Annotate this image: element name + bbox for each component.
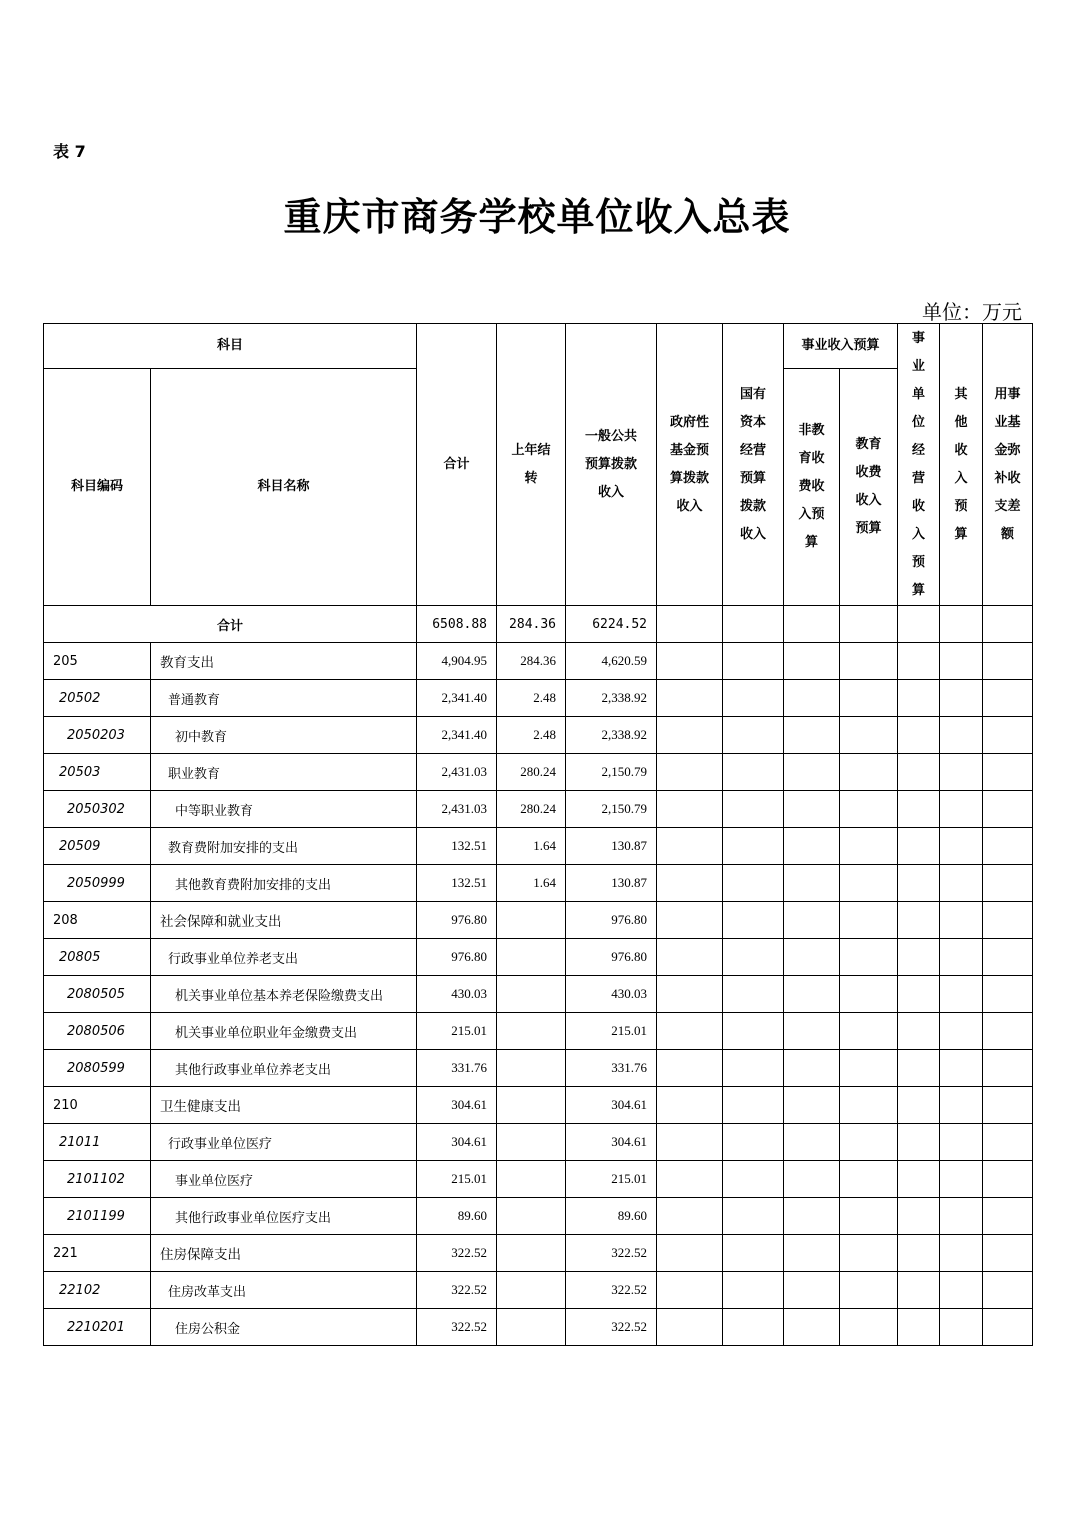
value-total: 304.61: [417, 1124, 497, 1161]
empty-cell: [723, 680, 784, 717]
empty-cell: [723, 1124, 784, 1161]
subject-name: 机关事业单位职业年金缴费支出: [151, 1013, 417, 1050]
empty-cell: [940, 828, 983, 865]
empty-cell: [840, 1309, 898, 1346]
header-gov-fund: 政府性 基金预 算拨款 收入: [657, 324, 723, 606]
empty-cell: [898, 1124, 940, 1161]
empty-cell: [840, 717, 898, 754]
header-unit-operating: 事 业 单 位 经 营 收 入 预 算: [898, 324, 940, 606]
value-general: 304.61: [566, 1124, 657, 1161]
value-general: 331.76: [566, 1050, 657, 1087]
header-subject-code: 科目编码: [44, 369, 151, 606]
empty-cell: [723, 902, 784, 939]
empty-cell: [940, 717, 983, 754]
empty-cell: [940, 643, 983, 680]
empty-cell: [723, 1309, 784, 1346]
empty-cell: [983, 865, 1033, 902]
empty-cell: [723, 1050, 784, 1087]
subject-name: 机关事业单位基本养老保险缴费支出: [151, 976, 417, 1013]
value-total: 132.51: [417, 828, 497, 865]
empty-cell: [840, 1124, 898, 1161]
empty-cell: [784, 828, 840, 865]
subject-code: 20502: [44, 680, 151, 717]
table-row: [44, 828, 1033, 865]
value-carryover: 284.36: [497, 643, 566, 680]
table-row: [44, 1087, 1033, 1124]
value-total: 132.51: [417, 865, 497, 902]
value-carryover: 2.48: [497, 680, 566, 717]
empty-cell: [898, 865, 940, 902]
empty-cell: [840, 754, 898, 791]
header-other-income: 其 他 收 入 预 算: [940, 324, 983, 606]
empty-cell: [723, 828, 784, 865]
empty-cell: [983, 754, 1033, 791]
empty-cell: [898, 902, 940, 939]
empty-cell: [657, 791, 723, 828]
value-carryover: 280.24: [497, 754, 566, 791]
empty-cell: [898, 1050, 940, 1087]
empty-cell: [840, 1235, 898, 1272]
empty-cell: [898, 1235, 940, 1272]
subject-name: 普通教育: [151, 680, 417, 717]
value-total: 215.01: [417, 1161, 497, 1198]
empty-cell: [898, 1272, 940, 1309]
empty-cell: [898, 643, 940, 680]
value-total: 304.61: [417, 1087, 497, 1124]
table-row: [44, 680, 1033, 717]
subject-name: 卫生健康支出: [151, 1087, 417, 1124]
table-row: [44, 1161, 1033, 1198]
value-carryover: [497, 1198, 566, 1235]
value-carryover: [497, 1050, 566, 1087]
empty-cell: [898, 791, 940, 828]
value-general: 430.03: [566, 976, 657, 1013]
empty-cell: [983, 1161, 1033, 1198]
empty-cell: [723, 865, 784, 902]
subject-code: 2101199: [44, 1198, 151, 1235]
empty-cell: [840, 1013, 898, 1050]
unit-label: 单位：万元: [922, 300, 1022, 324]
value-carryover: [497, 1124, 566, 1161]
subject-code: 20509: [44, 828, 151, 865]
total-carryover: 284.36: [497, 606, 566, 643]
empty-cell: [940, 939, 983, 976]
value-total: 2,341.40: [417, 717, 497, 754]
empty-cell: [657, 828, 723, 865]
empty-cell: [657, 1198, 723, 1235]
empty-cell: [657, 1309, 723, 1346]
subject-code: 2050302: [44, 791, 151, 828]
value-general: 976.80: [566, 902, 657, 939]
subject-name: 行政事业单位医疗: [151, 1124, 417, 1161]
subject-code: 2080505: [44, 976, 151, 1013]
empty-cell: [723, 1087, 784, 1124]
value-carryover: [497, 902, 566, 939]
empty-cell: [840, 939, 898, 976]
empty-cell: [983, 976, 1033, 1013]
header-subject-name: 科目名称: [151, 369, 417, 606]
value-general: 215.01: [566, 1013, 657, 1050]
value-carryover: [497, 1013, 566, 1050]
empty-cell: [940, 680, 983, 717]
header-subject: 科目: [44, 324, 417, 369]
empty-cell: [723, 791, 784, 828]
subject-code: 22102: [44, 1272, 151, 1309]
table-row: [44, 976, 1033, 1013]
header-carryover: 上年结 转: [497, 324, 566, 606]
empty-cell: [784, 939, 840, 976]
empty-cell: [840, 680, 898, 717]
empty-cell: [657, 680, 723, 717]
empty-cell: [940, 976, 983, 1013]
empty-cell: [657, 1235, 723, 1272]
empty-cell: [657, 865, 723, 902]
empty-cell: [898, 1309, 940, 1346]
empty-cell: [840, 1198, 898, 1235]
empty-cell: [784, 1272, 840, 1309]
empty-cell: [657, 976, 723, 1013]
subject-code: 20503: [44, 754, 151, 791]
empty-cell: [657, 643, 723, 680]
value-total: 322.52: [417, 1272, 497, 1309]
empty-cell: [898, 1161, 940, 1198]
subject-name: 行政事业单位养老支出: [151, 939, 417, 976]
empty-cell: [657, 1050, 723, 1087]
value-total: 215.01: [417, 1013, 497, 1050]
value-total: 89.60: [417, 1198, 497, 1235]
empty-cell: [784, 680, 840, 717]
value-carryover: [497, 1309, 566, 1346]
table-row: [44, 1235, 1033, 1272]
value-total: 976.80: [417, 939, 497, 976]
empty-cell: [940, 1161, 983, 1198]
empty-cell: [983, 902, 1033, 939]
empty-cell: [940, 1309, 983, 1346]
empty-cell: [983, 1272, 1033, 1309]
value-total: 322.52: [417, 1309, 497, 1346]
value-general: 976.80: [566, 939, 657, 976]
value-total: 2,341.40: [417, 680, 497, 717]
subject-code: 2080599: [44, 1050, 151, 1087]
empty-cell: [840, 976, 898, 1013]
table-row: [44, 1309, 1033, 1346]
empty-cell: [723, 717, 784, 754]
subject-name: 住房改革支出: [151, 1272, 417, 1309]
empty-cell: [983, 1235, 1033, 1272]
value-carryover: [497, 1272, 566, 1309]
subject-code: 2080506: [44, 1013, 151, 1050]
empty-cell: [657, 754, 723, 791]
value-general: 4,620.59: [566, 643, 657, 680]
empty-cell: [723, 939, 784, 976]
empty-cell: [898, 680, 940, 717]
empty-cell: [784, 1087, 840, 1124]
empty-cell: [983, 1124, 1033, 1161]
empty-cell: [784, 791, 840, 828]
subject-code: 210: [44, 1087, 151, 1124]
total-sum: 6508.88: [417, 606, 497, 643]
empty-cell: [723, 1013, 784, 1050]
empty-cell: [983, 791, 1033, 828]
empty-cell: [840, 791, 898, 828]
empty-cell: [657, 1272, 723, 1309]
value-carryover: [497, 976, 566, 1013]
empty-cell: [983, 643, 1033, 680]
header-state-capital: 国有 资本 经营 预算 拨款 收入: [723, 324, 784, 606]
value-total: 331.76: [417, 1050, 497, 1087]
empty-cell: [940, 865, 983, 902]
empty-cell: [940, 1198, 983, 1235]
header-edu-fee: 教育 收费 收入 预算: [840, 369, 898, 606]
subject-name: 住房保障支出: [151, 1235, 417, 1272]
empty-cell: [898, 1087, 940, 1124]
value-general: 215.01: [566, 1161, 657, 1198]
table-row: [44, 1050, 1033, 1087]
subject-code: 20805: [44, 939, 151, 976]
empty-cell: [657, 1013, 723, 1050]
header-business-income: 事业收入预算: [784, 324, 898, 369]
subject-name: 事业单位医疗: [151, 1161, 417, 1198]
empty-cell: [840, 902, 898, 939]
empty-cell: [840, 865, 898, 902]
table-row: [44, 1272, 1033, 1309]
empty-cell: [784, 1124, 840, 1161]
empty-cell: [657, 1124, 723, 1161]
empty-cell: [898, 754, 940, 791]
value-general: 89.60: [566, 1198, 657, 1235]
table-row: [44, 643, 1033, 680]
subject-name: 中等职业教育: [151, 791, 417, 828]
subject-code: 205: [44, 643, 151, 680]
table-row: [44, 791, 1033, 828]
empty-cell: [723, 1198, 784, 1235]
value-carryover: 2.48: [497, 717, 566, 754]
value-carryover: [497, 1161, 566, 1198]
value-general: 2,150.79: [566, 754, 657, 791]
empty-cell: [898, 976, 940, 1013]
empty-cell: [723, 754, 784, 791]
total-general: 6224.52: [566, 606, 657, 643]
table-row: [44, 865, 1033, 902]
empty-cell: [898, 939, 940, 976]
table-row: [44, 754, 1033, 791]
subject-code: 21011: [44, 1124, 151, 1161]
subject-name: 初中教育: [151, 717, 417, 754]
value-total: 4,904.95: [417, 643, 497, 680]
empty-cell: [840, 1087, 898, 1124]
empty-cell: [983, 1013, 1033, 1050]
empty-cell: [940, 791, 983, 828]
empty-cell: [784, 643, 840, 680]
empty-cell: [840, 643, 898, 680]
value-total: 322.52: [417, 1235, 497, 1272]
value-carryover: 1.64: [497, 828, 566, 865]
empty-cell: [723, 1161, 784, 1198]
value-carryover: 1.64: [497, 865, 566, 902]
subject-code: 221: [44, 1235, 151, 1272]
header-general-budget: 一般公共 预算拨款 收入: [566, 324, 657, 606]
empty-cell: [983, 680, 1033, 717]
empty-cell: [784, 902, 840, 939]
header-non-edu-fee: 非教 育收 费收 入预 算: [784, 369, 840, 606]
value-general: 2,338.92: [566, 717, 657, 754]
value-total: 2,431.03: [417, 791, 497, 828]
value-carryover: [497, 939, 566, 976]
value-general: 2,150.79: [566, 791, 657, 828]
empty-cell: [983, 1087, 1033, 1124]
value-general: 322.52: [566, 1272, 657, 1309]
empty-cell: [657, 902, 723, 939]
empty-cell: [940, 1124, 983, 1161]
value-general: 130.87: [566, 828, 657, 865]
empty-cell: [983, 1050, 1033, 1087]
value-carryover: [497, 1087, 566, 1124]
empty-cell: [983, 1309, 1033, 1346]
empty-cell: [784, 1161, 840, 1198]
empty-cell: [898, 1198, 940, 1235]
subject-name: 社会保障和就业支出: [151, 902, 417, 939]
empty-cell: [723, 1235, 784, 1272]
subject-name: 其他教育费附加安排的支出: [151, 865, 417, 902]
value-total: 976.80: [417, 902, 497, 939]
value-carryover: 280.24: [497, 791, 566, 828]
table-row: [44, 1124, 1033, 1161]
value-carryover: [497, 1235, 566, 1272]
empty-cell: [983, 1198, 1033, 1235]
empty-cell: [784, 1235, 840, 1272]
empty-cell: [940, 902, 983, 939]
empty-cell: [784, 1013, 840, 1050]
empty-cell: [940, 754, 983, 791]
empty-cell: [784, 1198, 840, 1235]
empty-cell: [898, 717, 940, 754]
table-row: [44, 939, 1033, 976]
empty-cell: [784, 1309, 840, 1346]
empty-cell: [784, 976, 840, 1013]
empty-cell: [940, 1272, 983, 1309]
value-general: 130.87: [566, 865, 657, 902]
value-general: 2,338.92: [566, 680, 657, 717]
empty-cell: [723, 643, 784, 680]
empty-cell: [723, 1272, 784, 1309]
empty-cell: [840, 1050, 898, 1087]
subject-name: 其他行政事业单位养老支出: [151, 1050, 417, 1087]
empty-cell: [840, 1161, 898, 1198]
subject-code: 2210201: [44, 1309, 151, 1346]
value-general: 304.61: [566, 1087, 657, 1124]
subject-name: 职业教育: [151, 754, 417, 791]
empty-cell: [940, 1087, 983, 1124]
subject-code: 208: [44, 902, 151, 939]
header-total: 合计: [417, 324, 497, 606]
subject-name: 其他行政事业单位医疗支出: [151, 1198, 417, 1235]
empty-cell: [657, 1087, 723, 1124]
value-general: 322.52: [566, 1309, 657, 1346]
empty-cell: [983, 717, 1033, 754]
empty-cell: [898, 828, 940, 865]
empty-cell: [898, 1013, 940, 1050]
subject-code: 2050999: [44, 865, 151, 902]
empty-cell: [784, 717, 840, 754]
empty-cell: [784, 1050, 840, 1087]
empty-cell: [983, 939, 1033, 976]
table-row: [44, 1198, 1033, 1235]
empty-cell: [723, 976, 784, 1013]
empty-cell: [784, 754, 840, 791]
empty-cell: [657, 939, 723, 976]
header-fund-offset: 用事 业基 金弥 补收 支差 额: [983, 324, 1033, 606]
empty-cell: [983, 828, 1033, 865]
income-summary-table: [43, 323, 1033, 1346]
empty-cell: [940, 1013, 983, 1050]
subject-name: 教育支出: [151, 643, 417, 680]
table-row: [44, 1013, 1033, 1050]
subject-code: 2101102: [44, 1161, 151, 1198]
value-general: 322.52: [566, 1235, 657, 1272]
table-row: [44, 902, 1033, 939]
table-row: [44, 717, 1033, 754]
subject-name: 教育费附加安排的支出: [151, 828, 417, 865]
subject-code: 2050203: [44, 717, 151, 754]
total-label: 合计: [44, 606, 417, 643]
value-total: 2,431.03: [417, 754, 497, 791]
total-row: [44, 606, 1033, 643]
empty-cell: [840, 828, 898, 865]
empty-cell: [657, 1161, 723, 1198]
empty-cell: [784, 865, 840, 902]
empty-cell: [657, 717, 723, 754]
value-total: 430.03: [417, 976, 497, 1013]
empty-cell: [840, 1272, 898, 1309]
empty-cell: [940, 1235, 983, 1272]
subject-name: 住房公积金: [151, 1309, 417, 1346]
page-title: 重庆市商务学校单位收入总表: [283, 195, 791, 239]
empty-cell: [940, 1050, 983, 1087]
table-number: 表 7: [53, 142, 86, 161]
